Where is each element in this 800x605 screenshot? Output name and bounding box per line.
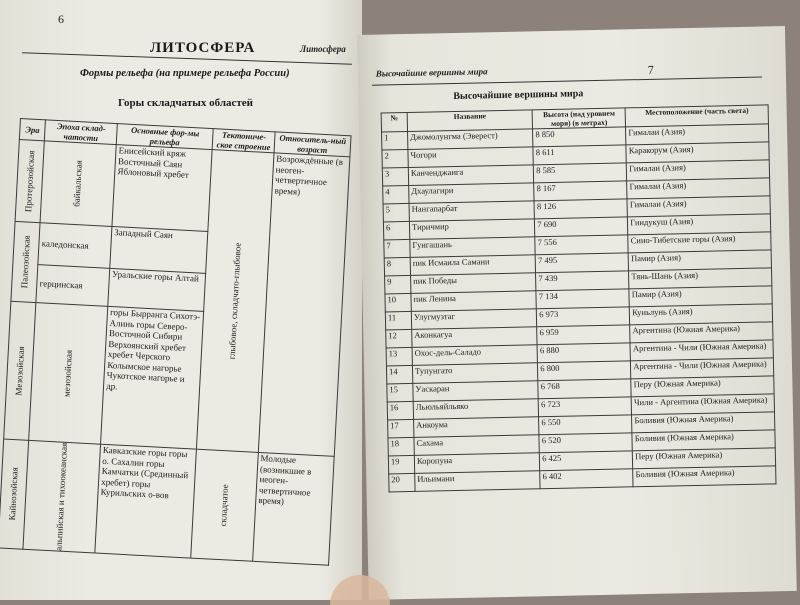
name-cell: пик Исмаила Самани bbox=[410, 255, 536, 276]
age-cell: Возрождённые (в неоген-четвертичное время) bbox=[258, 153, 350, 457]
page-number-right: 7 bbox=[647, 62, 654, 77]
location-cell: Перу (Южная Америка) bbox=[633, 448, 776, 469]
name-cell: пик Победы bbox=[411, 273, 537, 294]
location-cell: Гималаи (Азия) bbox=[627, 160, 770, 181]
rank-cell: 16 bbox=[387, 401, 413, 420]
table-title: Горы складчатых областей bbox=[118, 97, 254, 109]
height-cell: 8 126 bbox=[534, 199, 627, 219]
location-cell: Аргентина (Южная Америка) bbox=[630, 322, 773, 343]
height-cell: 6 550 bbox=[539, 415, 632, 435]
height-cell: 6 425 bbox=[540, 451, 633, 471]
era-cell: Кайнозойская bbox=[6, 467, 20, 522]
name-cell: Льюльяйльяко bbox=[413, 399, 539, 420]
rank-cell: 19 bbox=[388, 455, 414, 474]
left-page bbox=[0, 0, 362, 600]
rank-cell: 10 bbox=[385, 293, 411, 312]
location-cell: Боливия (Южная Америка) bbox=[633, 466, 776, 487]
epoch-cell: каледонская bbox=[38, 223, 112, 269]
name-cell: Коропуна bbox=[414, 453, 540, 474]
location-cell: Гималаи (Азия) bbox=[626, 124, 769, 145]
rank-cell: 12 bbox=[386, 329, 412, 348]
name-cell: Анкоума bbox=[414, 417, 540, 438]
tectonic-cell: складчатое bbox=[218, 483, 231, 527]
name-cell: Охос-дель-Саладо bbox=[412, 345, 538, 366]
height-cell: 8 167 bbox=[534, 181, 627, 201]
height-cell: 6 402 bbox=[540, 469, 633, 489]
rank-cell: 6 bbox=[383, 221, 409, 240]
location-cell: Памир (Азия) bbox=[629, 286, 772, 307]
rank-cell: 5 bbox=[383, 203, 409, 222]
location-cell: Боливия (Южная Америка) bbox=[632, 430, 775, 451]
location-cell: Боливия (Южная Америка) bbox=[632, 412, 775, 433]
era-cell: Палеозойская bbox=[18, 235, 32, 289]
name-cell: Нангапарбат bbox=[409, 201, 535, 222]
name-cell: Тупунгато bbox=[412, 363, 538, 384]
location-cell: Тянь-Шань (Азия) bbox=[629, 268, 772, 289]
name-cell: Улугмузтаг bbox=[411, 309, 537, 330]
column-header: Эра bbox=[19, 119, 45, 141]
rank-cell: 3 bbox=[382, 167, 408, 186]
header-rule bbox=[372, 77, 762, 86]
name-cell: Тиричмир bbox=[409, 219, 535, 240]
height-cell: 7 134 bbox=[536, 289, 629, 309]
epoch-cell: мезозойская bbox=[61, 349, 75, 398]
height-cell: 6 520 bbox=[539, 433, 632, 453]
height-cell: 6 959 bbox=[537, 325, 630, 345]
era-cell: Мезозойская bbox=[13, 346, 26, 396]
rank-cell: 7 bbox=[384, 239, 410, 258]
rank-cell: 9 bbox=[385, 275, 411, 294]
page-subtitle: Формы рельефа (на примере рельефа России) bbox=[80, 68, 290, 79]
right-page bbox=[357, 26, 797, 600]
name-cell: Аконкагуа bbox=[412, 327, 538, 348]
forms-cell: Енисейский кряж Восточный Саян Яблоновый хребет bbox=[112, 145, 212, 232]
location-cell: Перу (Южная Америка) bbox=[631, 376, 774, 397]
era-cell: Протерозойская bbox=[22, 150, 37, 213]
epoch-cell: герцинская bbox=[36, 265, 110, 307]
rank-cell: 17 bbox=[388, 419, 414, 438]
rank-cell: 13 bbox=[386, 347, 412, 366]
height-cell: 7 556 bbox=[535, 235, 628, 255]
location-cell: Сино-Тибетские горы (Азия) bbox=[628, 232, 771, 253]
column-header: Относитель-ный возраст bbox=[274, 132, 351, 157]
name-cell: Гунгашань bbox=[410, 237, 536, 258]
height-cell: 6 800 bbox=[538, 361, 631, 381]
location-cell: Гиндукуш (Азия) bbox=[628, 214, 771, 235]
running-header-left: Литосфера bbox=[300, 44, 346, 54]
column-header: Местоположение (часть света) bbox=[625, 105, 768, 127]
column-header: № bbox=[381, 112, 407, 132]
height-cell: 8 611 bbox=[533, 145, 626, 165]
name-cell: Уаскаран bbox=[413, 381, 539, 402]
folded-mountains-table bbox=[0, 118, 352, 566]
rank-cell: 20 bbox=[389, 473, 415, 492]
rank-cell: 2 bbox=[382, 149, 408, 168]
table-row bbox=[0, 439, 334, 565]
rank-cell: 14 bbox=[386, 365, 412, 384]
rank-cell: 1 bbox=[382, 131, 408, 150]
rank-cell: 8 bbox=[384, 257, 410, 276]
column-header: Название bbox=[407, 110, 533, 132]
location-cell: Каракорум (Азия) bbox=[626, 142, 769, 163]
height-cell: 7 690 bbox=[535, 217, 628, 237]
epoch-cell: альпийская и тихоокеанская bbox=[53, 442, 70, 552]
location-cell: Гималаи (Азия) bbox=[627, 178, 770, 199]
table-title: Высочайшие вершины мира bbox=[453, 88, 584, 102]
height-cell: 8 850 bbox=[533, 127, 626, 147]
height-cell: 7 495 bbox=[535, 253, 628, 273]
tectonic-cell: глыбовое, складчато-глыбовое bbox=[227, 242, 244, 360]
height-cell: 6 723 bbox=[538, 397, 631, 417]
column-header: Тектониче-ское строение bbox=[212, 129, 275, 153]
name-cell: Джомолунгма (Эверест) bbox=[408, 129, 534, 150]
rank-cell: 4 bbox=[383, 185, 409, 204]
page-number-left: 6 bbox=[58, 12, 64, 26]
name-cell: Ильимани bbox=[415, 471, 541, 492]
forms-cell: Западный Саян bbox=[110, 226, 208, 273]
page-title: ЛИТОСФЕРА bbox=[150, 40, 256, 56]
column-header: Высота (над уровнем моря) (в метрах) bbox=[532, 108, 625, 129]
name-cell: Сахама bbox=[414, 435, 540, 456]
name-cell: Канченджанга bbox=[408, 165, 534, 186]
location-cell: Куньлунь (Азия) bbox=[630, 304, 773, 325]
location-cell: Аргентина - Чили (Южная Америка) bbox=[630, 340, 773, 361]
highest-peaks-table bbox=[381, 104, 777, 492]
column-header: Основные фор-мы рельефа bbox=[116, 124, 213, 150]
location-cell: Чили - Аргентина (Южная Америка) bbox=[631, 394, 774, 415]
running-header-right: Высочайшие вершины мира bbox=[375, 66, 488, 79]
rank-cell: 18 bbox=[388, 437, 414, 456]
forms-cell: Кавказские горы горы о. Сахалин горы Камчатки (Срединный хребет) горы Курильских о-вов bbox=[95, 444, 197, 558]
forms-cell: горы Бырранга Сихотэ-Алинь горы Северо-Восточной Сибири Верхоянский хребет хребет Черского Колымское нагорье Чукотское нагорье и др. bbox=[101, 306, 204, 449]
height-cell: 8 585 bbox=[534, 163, 627, 183]
location-cell: Аргентина - Чили (Южная Америка) bbox=[631, 358, 774, 379]
height-cell: 7 439 bbox=[536, 271, 629, 291]
height-cell: 6 880 bbox=[537, 343, 630, 363]
name-cell: пик Ленина bbox=[411, 291, 537, 312]
name-cell: Чогори bbox=[408, 147, 534, 168]
epoch-cell: байкальская bbox=[71, 160, 85, 208]
rank-cell: 15 bbox=[387, 383, 413, 402]
name-cell: Дхаулагири bbox=[409, 183, 535, 204]
age-cell: Молодые (возникшие в неоген-четвертичное время) bbox=[253, 452, 335, 565]
height-cell: 6 768 bbox=[538, 379, 631, 399]
column-header: Эпоха склад-чатости bbox=[45, 120, 118, 145]
location-cell: Гималаи (Азия) bbox=[627, 196, 770, 217]
forms-cell: Уральские горы Алтай bbox=[108, 268, 206, 311]
rank-cell: 11 bbox=[385, 311, 411, 330]
height-cell: 6 973 bbox=[537, 307, 630, 327]
location-cell: Памир (Азия) bbox=[628, 250, 771, 271]
